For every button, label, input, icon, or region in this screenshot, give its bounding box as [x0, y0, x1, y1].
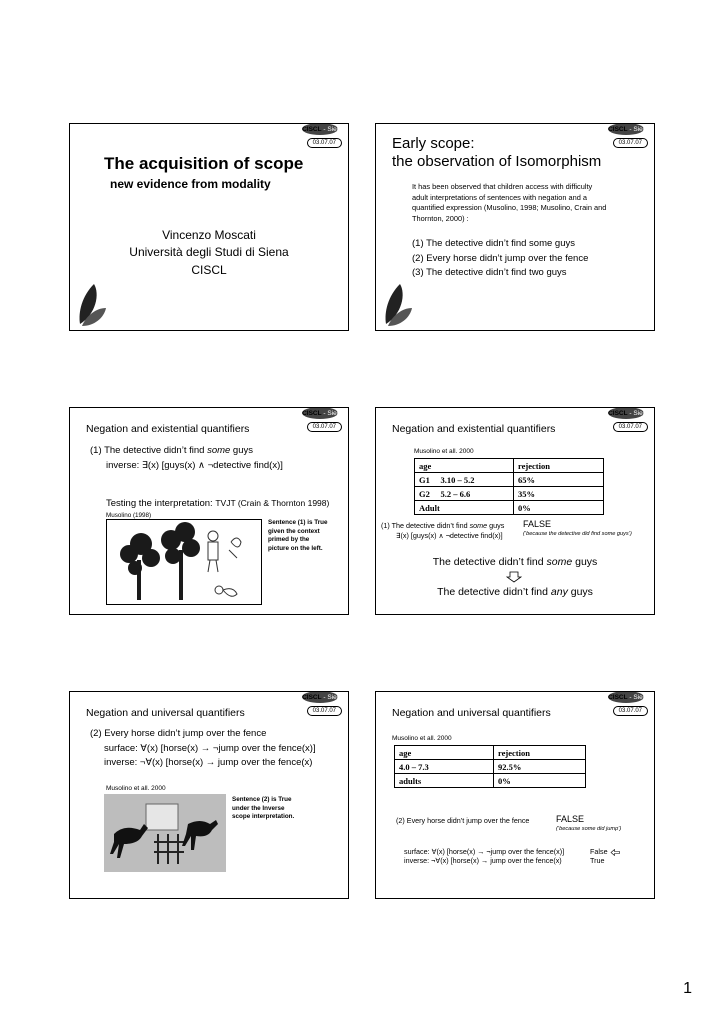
slide-date: 03.07.07: [307, 706, 342, 716]
slide-title: Negation and existential quantifiers: [86, 423, 250, 435]
down-arrow-icon: [506, 571, 522, 583]
slide-3: [69, 407, 349, 615]
source-label: Musolino et all. 2000: [106, 785, 166, 792]
example-2: (2) Every horse didn’t jump over the fence: [90, 728, 267, 739]
inverse-formula: inverse: ¬∀(x) [horse(x) → jump over the fence(x): [404, 856, 562, 865]
surface-formula: surface: ∀(x) [horse(x) → ¬jump over the fence(x)]: [404, 847, 565, 856]
horses-fence-picture: [104, 794, 226, 872]
example-1: (1) The detective didn’t find some guys: [90, 445, 254, 456]
false-label: FALSE: [523, 519, 552, 529]
example-1: (1) The detective didn’t find some guys: [381, 521, 505, 530]
ciscl-logo: CISCL - Siena: [302, 126, 344, 133]
logic-formula: ∃(x) [guys(x) ∧ ¬detective find(x)]: [396, 531, 503, 540]
slide-title: Negation and universal quantifiers: [86, 707, 245, 719]
sentence-any: The detective didn’t find any guys: [437, 586, 593, 598]
slide-date: 03.07.07: [307, 422, 342, 432]
inverse-value: True: [590, 856, 605, 865]
ciscl-logo: CISCL - Siena: [608, 694, 650, 701]
slide-1: [69, 123, 349, 331]
org-name: CISCL: [191, 263, 227, 277]
slide-date: 03.07.07: [613, 706, 648, 716]
slide-4: [375, 407, 655, 615]
source-label: Musolino et all. 2000: [414, 448, 474, 455]
horse-picture-box: [104, 794, 226, 872]
ciscl-logo: CISCL - Siena: [608, 410, 650, 417]
left-arrow-icon: [610, 849, 620, 856]
slide-date: 03.07.07: [613, 138, 648, 148]
example-2: (2) Every horse didn’t jump over the fence: [412, 253, 589, 264]
false-label: FALSE: [556, 814, 585, 824]
university-name: Università degli Studi di Siena: [129, 245, 289, 259]
table-row: Adult 0%: [415, 501, 604, 515]
example-3: (3) The detective didn’t find two guys: [412, 267, 567, 278]
table-row: G1 3.10 – 5.2 65%: [415, 473, 604, 487]
slide-title-line1: Early scope:: [392, 135, 475, 152]
ciscl-logo: CISCL - Siena: [302, 410, 344, 417]
inverse-formula: inverse: ∃(x) [guys(x) ∧ ¬detective find(x)]: [106, 460, 283, 471]
para-line: It has been observed that children access with difficulty: [412, 182, 593, 191]
sentence-note: Sentence (1) is True given the context primed by the picture on the left.: [268, 519, 328, 552]
slide-date: 03.07.07: [307, 138, 342, 148]
ciscl-logo: CISCL - Siena: [302, 694, 344, 701]
source-label: Musolino (1998): [106, 512, 152, 519]
example-2: (2) Every horse didn’t jump over the fence: [396, 816, 530, 825]
table-row: adults 0%: [395, 774, 586, 788]
slide-title: The acquisition of scope: [104, 154, 304, 173]
intro-paragraph: [412, 182, 606, 224]
table-row: 4.0 – 7.3 92.5%: [395, 760, 586, 774]
picture-box: [106, 519, 262, 605]
slide-title-line2: the observation of Isomorphism: [392, 153, 602, 170]
page-number: 1: [683, 980, 692, 997]
para-line: Thornton, 2000) :: [412, 213, 469, 223]
rejection-table: age rejection G1 3.10 – 5.2 65% G2 5.2 – 6.6 35% Adult 0%: [414, 458, 604, 515]
slide-subtitle: new evidence from modality: [110, 177, 271, 191]
table-row: G2 5.2 – 6.6 35%: [415, 487, 604, 501]
author-name: Vincenzo Moscati: [162, 228, 256, 242]
surface-value: False: [590, 847, 620, 856]
rejection-table: age rejection 4.0 – 7.3 92.5% adults 0%: [394, 745, 586, 788]
slide-title: Negation and existential quantifiers: [392, 423, 556, 435]
trees-detective-picture: [107, 520, 261, 604]
sentence-note: Sentence (2) is True under the Inverse scope interpretation.: [232, 796, 295, 821]
leaf-logo-icon: [382, 282, 412, 326]
false-reason: (‘because some did jump’): [556, 826, 622, 832]
example-1: (1) The detective didn’t find some guys: [412, 238, 575, 249]
leaf-logo-icon: [76, 282, 106, 326]
inverse-formula: inverse: ¬∀(x) [horse(x) → jump over the fence(x): [104, 757, 313, 768]
para-line: adult interpretations of sentences with negation and a: [412, 192, 588, 202]
surface-formula: surface: ∀(x) [horse(x) → ¬jump over the fence(x)]: [104, 743, 316, 754]
ciscl-logo: CISCL - Siena: [608, 126, 650, 133]
testing-line: Testing the interpretation: TVJT (Crain & Thornton 1998): [106, 498, 330, 509]
false-reason: (‘because the detective did find some guys’): [523, 531, 632, 537]
sentence-some: The detective didn’t find some guys: [432, 556, 598, 568]
slide-2: [375, 123, 655, 331]
para-line: quantified expression (Musolino, 1998; Musolino, Crain and: [412, 203, 607, 212]
slide-date: 03.07.07: [613, 422, 648, 432]
source-label: Musolino et all. 2000: [392, 735, 452, 742]
slide-title: Negation and universal quantifiers: [392, 707, 551, 719]
slide-6: [375, 691, 655, 899]
slide-5: [69, 691, 349, 899]
